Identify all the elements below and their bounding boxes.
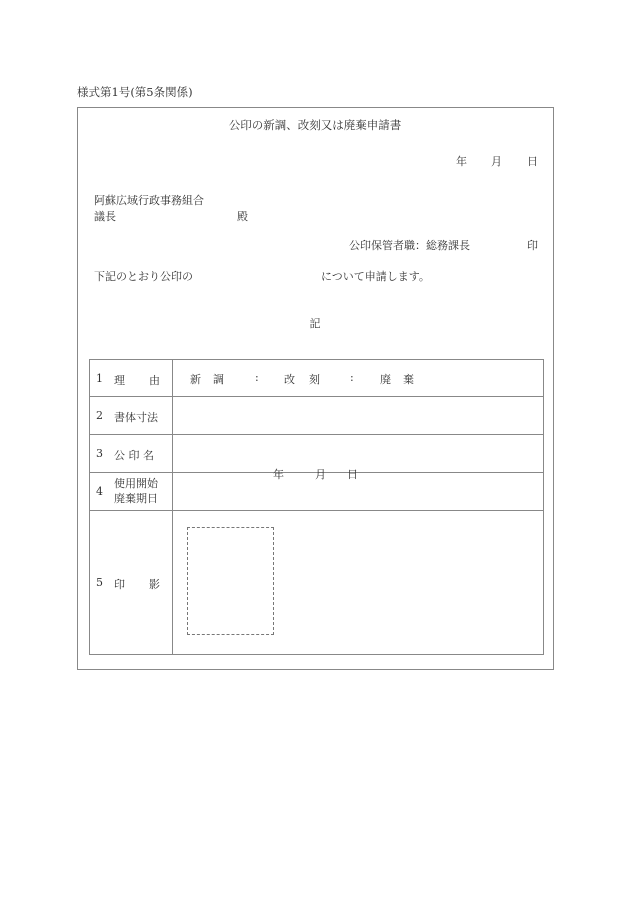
option-recarve-1[interactable]: 改 bbox=[284, 373, 295, 386]
seal-name-label-cell bbox=[90, 435, 173, 473]
request-text-suffix: について申請します。 bbox=[321, 270, 430, 283]
table-row-seal-impression bbox=[90, 511, 544, 655]
option-dispose-2[interactable]: 棄 bbox=[403, 373, 414, 386]
row-number: 1 bbox=[96, 372, 103, 385]
separator: : bbox=[255, 371, 259, 384]
font-size-label: 書体寸法 bbox=[114, 411, 158, 424]
option-recarve-2[interactable]: 刻 bbox=[309, 373, 320, 386]
seal-impression-label-b: 影 bbox=[149, 578, 160, 591]
table-row-font-size bbox=[90, 397, 544, 435]
seal-name-value-cell[interactable] bbox=[173, 435, 544, 473]
date-month-label: 月 bbox=[491, 155, 502, 168]
row-number: 4 bbox=[96, 485, 103, 498]
addressee-honorific: 殿 bbox=[237, 210, 248, 223]
option-new-1[interactable]: 新 bbox=[190, 373, 201, 386]
option-dispose-1[interactable]: 廃 bbox=[380, 373, 391, 386]
row-number: 3 bbox=[96, 447, 103, 460]
table-row-reason bbox=[90, 360, 544, 397]
date-label-dispose: 廃棄期日 bbox=[114, 492, 158, 505]
addressee-title: 議長 bbox=[94, 210, 116, 223]
reason-options-cell[interactable] bbox=[173, 360, 544, 397]
seal-custodian: 公印保管者職：総務課長 bbox=[349, 239, 470, 252]
row-number: 5 bbox=[96, 576, 103, 589]
seal-impression-cell bbox=[173, 511, 544, 655]
date-value-cell[interactable] bbox=[173, 468, 544, 511]
seal-mark: 印 bbox=[527, 239, 538, 252]
date-day-label: 日 bbox=[527, 155, 538, 168]
ki-heading: 記 bbox=[309, 317, 321, 330]
seal-impression-label-cell bbox=[90, 511, 173, 655]
separator: : bbox=[350, 371, 354, 384]
date-day-label: 日 bbox=[347, 468, 358, 481]
date-year-label: 年 bbox=[456, 155, 467, 168]
date-label-cell bbox=[90, 473, 173, 511]
row-number: 2 bbox=[96, 409, 103, 422]
reason-label-b: 由 bbox=[149, 374, 160, 387]
date-label-start: 使用開始 bbox=[114, 477, 158, 490]
seal-name-label: 公 印 名 bbox=[114, 449, 154, 462]
details-table bbox=[89, 359, 544, 655]
request-text-prefix: 下記のとおり公印の bbox=[94, 270, 193, 283]
seal-impression-box[interactable] bbox=[187, 527, 274, 635]
addressee-organization: 阿蘇広域行政事務組合 bbox=[94, 194, 204, 207]
date-year-label: 年 bbox=[273, 468, 284, 481]
font-size-label-cell bbox=[90, 397, 173, 435]
date-month-label: 月 bbox=[315, 468, 326, 481]
seal-impression-label-a: 印 bbox=[114, 578, 125, 591]
document-title: 公印の新調、改刻又は廃棄申請書 bbox=[228, 118, 402, 132]
option-new-2[interactable]: 調 bbox=[213, 373, 224, 386]
table-row-date bbox=[90, 473, 544, 511]
reason-label-cell bbox=[90, 360, 173, 397]
reason-label-a: 理 bbox=[114, 374, 125, 387]
font-size-value-cell[interactable] bbox=[173, 397, 544, 435]
form-number-label: 様式第1号(第5条関係) bbox=[77, 85, 193, 99]
